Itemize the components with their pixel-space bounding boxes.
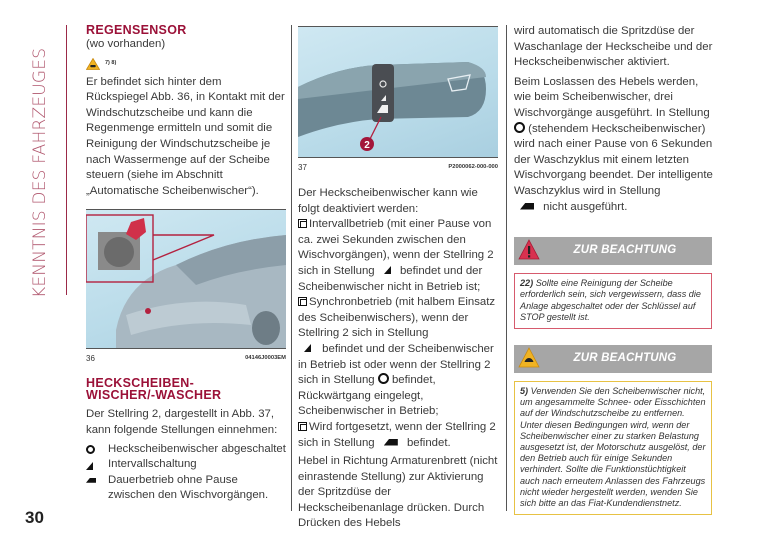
figure-code: P2000062-000-000 <box>448 164 498 170</box>
chapter-rule <box>66 25 67 295</box>
item-text: Wird fortgesetzt, wenn der Stellring 2 sich in Stellung <box>298 420 496 449</box>
notice-caution <box>514 345 714 515</box>
notice-text: Verwenden Sie den Scheibenwischer nicht, um angesammelte Schnee- oder Eisschichten auf der Windschutzscheibe zu entfernen. Unter diesen Bedingungen wird, wenn der Scheibenwischer einer zu starken Belastung ausgesetzt ist, der Motorschutz ausgelöst, der den Betrieb auch für einige Sekunden verhindert. Sollte die Funktionstüchtigkeit auch nach erneutem Anlassen des Fahrzeugs nicht wieder hergestellt werden, wenden Sie sich bitte an das Fiat-Kundendienstnetz. <box>520 385 706 508</box>
figure-number: 36 <box>86 354 95 364</box>
caution-car-triangle-icon <box>518 347 540 369</box>
page-number: 30 <box>25 508 44 527</box>
deactivation-intro: Der Heckscheibenwischer kann wie folgt deaktiviert werden: <box>298 187 478 215</box>
list-item <box>86 442 286 458</box>
notice-body <box>514 381 712 515</box>
interval-wedge-icon <box>384 266 391 274</box>
figure-37 <box>298 26 498 172</box>
continuous-wedge-icon <box>520 203 534 210</box>
caution-car-triangle-icon <box>86 58 100 70</box>
rear-wiper-intro: Der Stellring 2, dargestellt in Abb. 37, kann folgende Stellungen einnehmen: <box>86 408 278 436</box>
section-title-line2: WISCHER/-WASCHER <box>86 388 222 403</box>
column-1 <box>86 24 286 504</box>
danger-exclamation-triangle-icon <box>518 239 540 261</box>
notice-header <box>514 345 712 373</box>
notice-title: ZUR BEACHTUNG <box>573 244 677 257</box>
interval-wedge-icon <box>304 344 311 352</box>
item-text: Intervallbetrieb (mit einer Pause von ca. zwei Sekunden zwischen den Wischvorgängen), wenn der Stellring 2 sich in Stellung <box>298 218 494 277</box>
deactivation-item-3 <box>298 420 498 451</box>
warning-ref-numbers: 7) 8) <box>105 59 117 66</box>
notice-ref: 22) <box>520 278 534 289</box>
list-item <box>86 457 286 473</box>
item-text: befindet und der Scheibenwischer in Betrieb ist oder wenn der Stellring 2 sich in Stellung <box>298 342 494 387</box>
notice-header <box>514 237 712 265</box>
release-lever-text <box>514 75 714 215</box>
circle-off-icon <box>378 373 389 384</box>
notice-ref: 5) <box>520 385 529 396</box>
position-text: Heckscheibenwischer abgeschaltet <box>108 442 286 455</box>
checkbox-bullet-icon <box>298 297 307 306</box>
position-list <box>86 442 286 504</box>
section-title-rear-wiper <box>86 377 286 401</box>
rain-sensor-body: Er befindet sich hinter dem Rückspiegel Abb. 36, in Kontakt mit der Windschutzscheibe und kann die Regenmenge ermitteln und somit die Reinigung der Windschutzscheibe je nach Wassermenge auf der Scheibe steuern (siehe im Abschnitt „Automatische Scheibenwischer“). <box>86 75 285 197</box>
position-text: Intervallschaltung <box>108 458 197 471</box>
item-text: nicht ausgeführt. <box>543 200 628 213</box>
figure-code: 04146J0003EM <box>245 355 286 362</box>
figure-36 <box>86 209 286 363</box>
section-title-line1: HECKSCHEIBEN- <box>86 376 195 391</box>
item-text: befindet und der Scheibenwischer nicht in Betrieb ist; <box>298 264 483 293</box>
circle-off-icon <box>86 445 95 454</box>
item-text: befindet. <box>406 436 451 449</box>
position-text: Dauerbetrieb ohne Pause zwischen den Wischvorgängen. <box>108 473 269 502</box>
item-text: Synchronbetrieb (mit halbem Einsatz des Scheibenwischers), wenn der Stellring 2 sich in Stellung <box>298 296 496 340</box>
column-3 <box>514 24 714 515</box>
continuous-wedge-icon <box>384 439 398 446</box>
figure-37-image <box>298 26 498 158</box>
washer-continuation: wird automatisch die Spritzdüse der Waschanlage der Heckscheibe und der Heckscheibenwischer aktiviert. <box>514 25 713 69</box>
column-divider <box>291 25 292 511</box>
section-subtitle: (wo vorhanden) <box>86 38 166 50</box>
interval-wedge-icon <box>86 462 93 470</box>
column-2 <box>298 26 498 535</box>
figure-number: 37 <box>298 163 307 172</box>
checkbox-bullet-icon <box>298 422 307 431</box>
deactivation-item-1 <box>298 217 498 295</box>
circle-off-icon <box>514 122 525 133</box>
wiper-stalk-illustration <box>298 27 498 158</box>
list-item <box>86 473 286 504</box>
chapter-title: KENNTNIS DES FAHRZEUGES <box>30 47 50 298</box>
notice-title: ZUR BEACHTUNG <box>573 352 677 365</box>
continuous-wedge-icon <box>86 478 96 483</box>
notice-text: Sollte eine Reinigung der Scheibe erforderlich sein, sich vergewissern, dass die Anlage abgeschaltet oder der Schlüssel auf STOP gestellt ist. <box>520 278 701 322</box>
callout-2: 2 <box>364 140 370 151</box>
lever-instruction: Hebel in Richtung Armaturenbrett (nicht einrastende Stellung) zur Aktivierung der Spritzdüse der Heckscheibenanlage drücken. Durch Drücken des Hebels <box>298 455 498 530</box>
car-rain-sensor-illustration <box>86 210 286 349</box>
notice-danger <box>514 237 714 329</box>
item-text: Beim Loslassen des Hebels werden, wie beim Scheibenwischer, drei Wischvorgänge ausgeführt. In Stellung <box>514 75 710 119</box>
item-text: befindet, Rückwärtgang eingelegt, Scheibenwischer in Betrieb; <box>298 374 439 418</box>
checkbox-bullet-icon <box>298 219 307 228</box>
notice-body <box>514 273 712 329</box>
figure-36-image <box>86 209 286 349</box>
section-title-rain-sensor: REGENSENSOR <box>86 23 187 37</box>
deactivation-item-2 <box>298 295 498 420</box>
item-text: (stehendem Heckscheibenwischer) wird nach einer Pause von 6 Sekunden der Waschzyklus mit einem letzten Wischvorgang beendet. Der intelligente Waschzyklus wird in Stellung <box>514 122 713 197</box>
warning-reference <box>86 57 286 71</box>
column-divider <box>506 25 507 511</box>
